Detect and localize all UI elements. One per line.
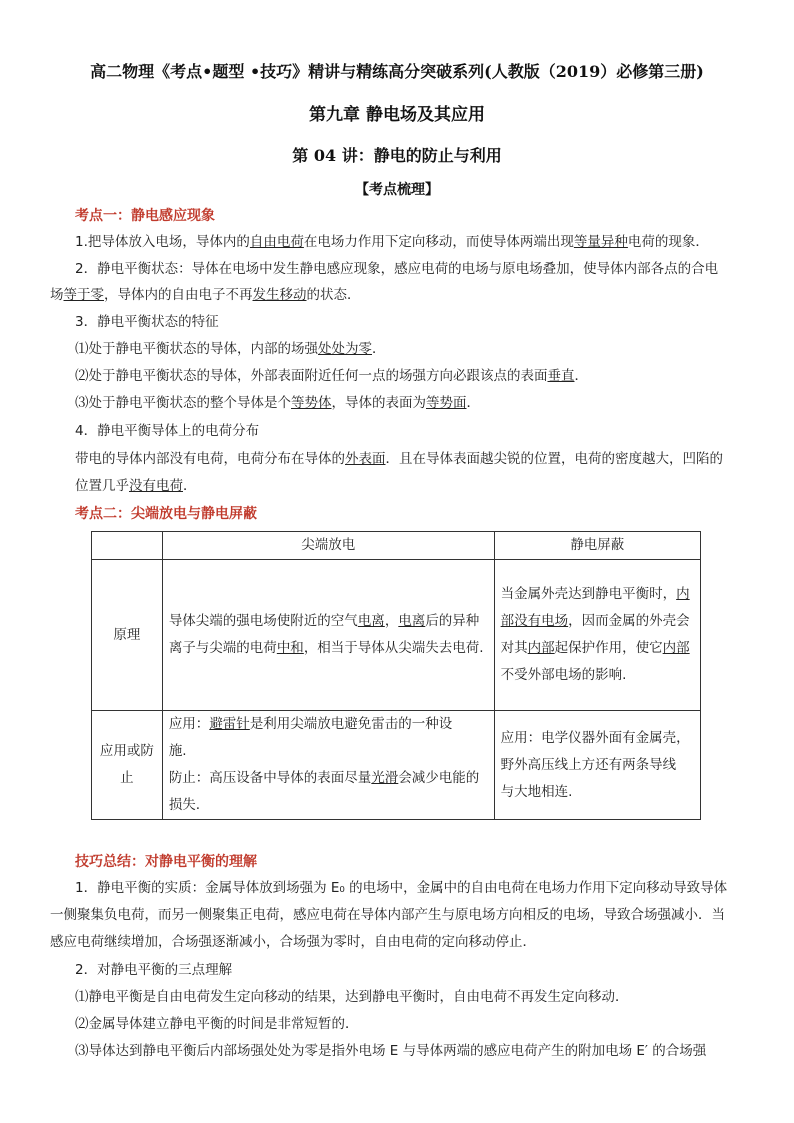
table-cell: 应用：电学仪器外面有金属壳， 野外高压线上方还有两条导线 与大地相连. — [494, 711, 700, 820]
table-corner-cell — [92, 532, 163, 560]
section-heading: 【考点梳理】 — [355, 182, 439, 198]
row-label: 应用或防 止 — [92, 711, 163, 820]
table-header-row — [92, 532, 701, 560]
table-row — [92, 711, 701, 820]
row-label: 原理 — [92, 560, 163, 711]
table-cell: 应用：避雷针是利用尖端放电避免雷击的一种设 施. 防止：高压设备中导体的表面尽量光滑会减少电能的 损失. — [162, 711, 494, 820]
paragraph: ⑶导体达到静电平衡后内部场强处处为零是指外电场 E 与导体两端的感应电荷产生的附加电场 E′ 的合场强 — [75, 1043, 707, 1059]
paragraph: 位置几乎没有电荷． — [75, 478, 197, 494]
paragraph: 带电的导体内部没有电荷，电荷分布在导体的外表面．且在导体表面越尖锐的位置，电荷的密度越大，凹陷的 — [75, 451, 723, 467]
comparison-table — [91, 531, 701, 820]
table-cell: 导体尖端的强电场使附近的空气电离，电离后的异种 离子与尖端的电荷中和，相当于导体从尖端失去电荷. — [162, 560, 494, 711]
table-row — [92, 560, 701, 711]
skill-summary-heading: 技巧总结：对静电平衡的理解 — [75, 854, 257, 870]
chapter-title: 第九章 静电场及其应用 — [309, 105, 485, 125]
paragraph: ⑴静电平衡是自由电荷发生定向移动的结果，达到静电平衡时，自由电荷不再发生定向移动． — [75, 989, 629, 1005]
paragraph: 3．静电平衡状态的特征 — [75, 314, 219, 330]
paragraph: ⑶处于静电平衡状态的整个导体是个等势体，导体的表面为等势面． — [75, 395, 480, 411]
topic-one-heading: 考点一：静电感应现象 — [75, 208, 215, 224]
paragraph: 1.把导体放入电场，导体内的自由电荷在电场力作用下定向移动，而使导体两端出现等量异种电荷的现象． — [75, 234, 709, 250]
paragraph: 场等于零，导体内的自由电子不再发生移动的状态． — [50, 287, 361, 303]
paragraph: 1．静电平衡的实质：金属导体放到场强为 E₀ 的电场中，金属中的自由电荷在电场力作用下定向移动导致导体 — [75, 880, 728, 896]
paragraph: 2．对静电平衡的三点理解 — [75, 962, 233, 978]
table-header-cell: 静电屏蔽 — [494, 532, 700, 560]
paragraph: ⑴处于静电平衡状态的导体，内部的场强处处为零． — [75, 341, 386, 357]
table-cell: 当金属外壳达到静电平衡时，内 部没有电场，因而金属的外壳会 对其内部起保护作用，使它内部 不受外部电场的影响. — [494, 560, 700, 711]
paragraph: 2．静电平衡状态：导体在电场中发生静电感应现象，感应电荷的电场与原电场叠加，使导体内部各点的合电 — [75, 261, 719, 277]
topic-two-heading: 考点二：尖端放电与静电屏蔽 — [75, 506, 257, 522]
lecture-title: 第 04 讲：静电的防止与利用 — [292, 146, 502, 165]
table-header-cell: 尖端放电 — [162, 532, 494, 560]
paragraph: 感应电荷继续增加，合场强逐渐减小，合场强为零时，自由电荷的定向移动停止． — [50, 934, 536, 950]
paragraph: ⑵处于静电平衡状态的导体，外部表面附近任何一点的场强方向必跟该点的表面垂直． — [75, 368, 588, 384]
paragraph: ⑵金属导体建立静电平衡的时间是非常短暂的． — [75, 1016, 359, 1032]
paragraph: 4．静电平衡导体上的电荷分布 — [75, 423, 260, 439]
paragraph: 一侧聚集负电荷，而另一侧聚集正电荷，感应电荷在导体内部产生与原电场方向相反的电场，导致合场强减小．当 — [50, 907, 725, 923]
series-title: 高二物理《考点•题型 •技巧》精讲与精练高分突破系列(人教版（2019）必修第三册) — [90, 62, 704, 81]
